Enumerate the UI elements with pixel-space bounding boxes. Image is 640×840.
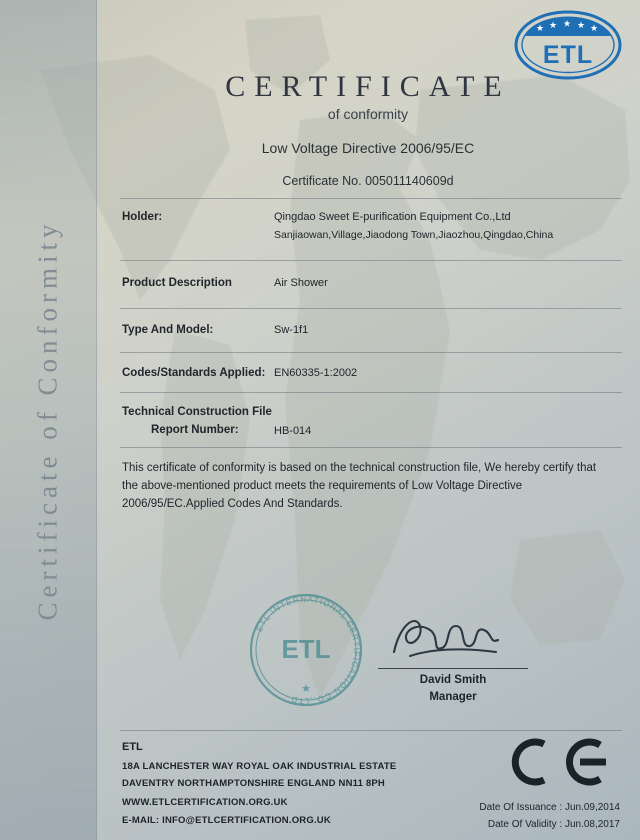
svg-text:★: ★	[577, 21, 586, 31]
side-band-text: Certificate of Conformity	[32, 219, 63, 621]
divider	[120, 198, 622, 199]
signature-line	[378, 668, 528, 669]
date-of-validity: Date Of Validity : Jun.08,2017	[487, 819, 620, 830]
footer-org: ETL	[122, 741, 143, 753]
svg-text:ETL INTERNATIONAL CERTIFICATIO: ETL INTERNATIONAL CERTIFICATION CO.,LTD	[254, 594, 362, 706]
page-title: CERTIFICATE	[225, 70, 511, 103]
report-number-value: HB-014	[274, 425, 312, 437]
footer-address-line2: DAVENTRY NORTHAMPTONSHIRE ENGLAND NN11 8PH	[122, 778, 385, 789]
signer-name: David Smith	[419, 674, 487, 686]
product-description-value: Air Shower	[274, 277, 328, 289]
divider	[120, 447, 622, 448]
product-description-label: Product Description	[122, 277, 232, 289]
svg-text:★: ★	[549, 21, 558, 31]
svg-text:ETL: ETL	[281, 634, 331, 664]
divider	[120, 260, 622, 261]
page-subtitle: of conformity	[327, 106, 409, 122]
divider	[120, 392, 622, 393]
report-number-label: Report Number:	[151, 424, 239, 436]
side-band	[0, 0, 97, 840]
footer-address-line1: 18A LANCHESTER WAY ROYAL OAK INDUSTRIAL ESTATE	[122, 761, 397, 772]
codes-standards-label: Codes/Standards Applied:	[122, 367, 266, 379]
date-of-issuance: Date Of Issuance : Jun.09,2014	[479, 802, 620, 813]
type-model-label: Type And Model:	[122, 324, 214, 336]
divider	[120, 308, 622, 309]
certificate-number: Certificate No. 005011140609d	[282, 174, 454, 188]
type-model-value: Sw-1f1	[274, 324, 309, 336]
svg-text:ETL: ETL	[542, 41, 594, 69]
signer-role: Manager	[429, 691, 477, 703]
holder-address: Sanjiaowan,Village,Jiaodong Town,Jiaozhou,Qingdao,China	[274, 229, 554, 241]
footer-divider	[120, 730, 622, 731]
certificate-body	[96, 0, 640, 840]
directive-line: Low Voltage Directive 2006/95/EC	[261, 140, 475, 156]
signature-mark	[386, 608, 506, 666]
holder-label: Holder:	[122, 211, 163, 223]
svg-text:★: ★	[563, 19, 572, 30]
svg-text:★: ★	[536, 24, 545, 34]
codes-standards-value: EN60335-1:2002	[274, 367, 358, 379]
holder-name: Qingdao Sweet E-purification Equipment Co.,Ltd	[274, 211, 511, 223]
divider	[120, 352, 622, 353]
footer-website[interactable]: WWW.ETLCERTIFICATION.ORG.UK	[122, 797, 288, 808]
svg-text:★: ★	[590, 24, 599, 34]
certification-stamp-icon	[244, 588, 368, 712]
svg-text:★: ★	[301, 683, 311, 695]
footer-email[interactable]: E-MAIL: INFO@ETLCERTIFICATION.ORG.UK	[122, 815, 331, 826]
technical-construction-file-label: Technical Construction File	[122, 406, 272, 418]
conformity-statement: This certificate of conformity is based on the technical construction file, We hereby certify that the above-mentioned product meets the requirements of Low Voltage Directive 2006/95/EC.Applied Codes And Standards.	[122, 462, 597, 510]
ce-mark-icon	[496, 736, 616, 788]
